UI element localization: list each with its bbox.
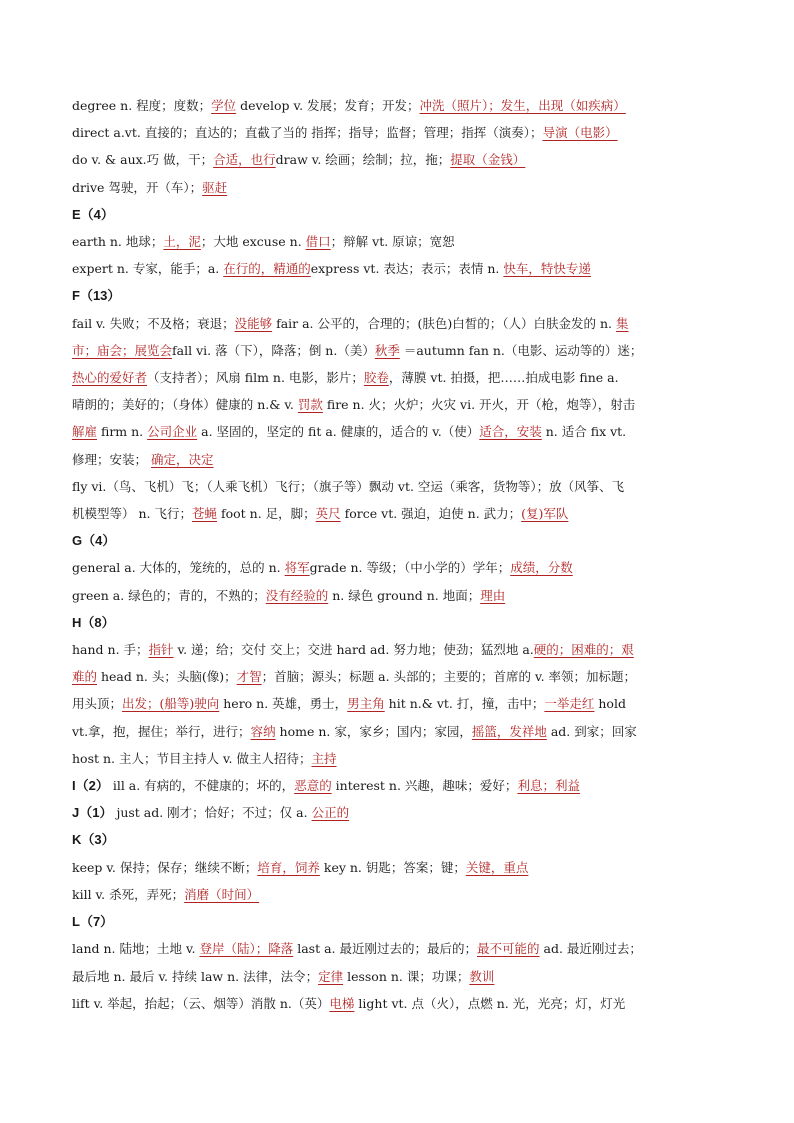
entry-text: fall vi. 落（下），降落；倒 n.（美） [172, 342, 375, 358]
entry-text: hit n.& vt. 打，撞，击中； [384, 696, 545, 712]
highlighted-meaning: 冲洗（照片）；发生，出现（如疾病） [419, 98, 626, 113]
highlighted-meaning: 热心的爱好者 [72, 370, 148, 386]
highlighted-meaning: 指针 [148, 642, 174, 658]
entry-text: （支持者）；风扇 film n. 电影，影片； [147, 370, 364, 386]
entry-text: direct a.vt. 直接的；直达的；直截了当的 指挥；指导；监督；管理；指挥（演奏）； [72, 125, 543, 141]
highlighted-meaning: 登岸（陆）；降落 [199, 941, 294, 957]
highlighted-meaning: 男主角 [347, 696, 385, 712]
highlighted-meaning: 容纳 [250, 723, 276, 739]
highlighted-meaning: 关键，重点 [465, 859, 529, 875]
highlighted-meaning: 恶意的 [294, 778, 332, 794]
entry-text: ；辩解 vt. 原谅；宽恕 [330, 234, 455, 250]
entry-text: earth n. 地球； [72, 234, 164, 250]
entry-text: degree n. 程度；度数； [72, 98, 212, 113]
vocab-line [72, 500, 732, 527]
highlighted-meaning: 利息；利益 [517, 778, 580, 794]
highlighted-meaning: 成绩，分数 [510, 560, 573, 576]
highlighted-meaning: 确定，决定 [150, 451, 214, 467]
vocab-line [72, 881, 732, 908]
vocab-line [72, 146, 732, 173]
highlighted-meaning: 教训 [469, 968, 495, 984]
vocab-line [72, 799, 732, 826]
highlighted-meaning: 才智 [236, 669, 262, 685]
vocab-line [72, 718, 732, 745]
entry-text: drive 驾驶，开（车）； [72, 179, 203, 195]
vocab-line [72, 963, 732, 990]
highlighted-meaning: 理由 [480, 587, 506, 603]
highlighted-meaning: 解雇 [72, 424, 98, 440]
section-heading: E（4） [72, 206, 114, 222]
entry-text: fair a. 公平的，合理的；(肤色)白皙的；（人）白肤金发的 n. [272, 315, 616, 331]
vocab-line [72, 990, 732, 1017]
highlighted-meaning: 适合，安装 [479, 424, 542, 440]
vocab-line [72, 745, 732, 772]
entry-text: head n. 头；头脑(像)； [97, 669, 237, 685]
entry-text: 晴朗的；美好的；（身体）健康的 n.& v. [72, 397, 298, 413]
highlighted-meaning: 电梯 [329, 995, 355, 1011]
highlighted-meaning: 一举走红 [544, 696, 595, 712]
vocab-line [72, 663, 732, 690]
highlighted-meaning: 公正的 [311, 805, 350, 821]
vocab-line [72, 391, 732, 418]
highlighted-meaning: 公司企业 [147, 424, 198, 440]
entry-text: lift v. 举起，抬起；（云、烟等）消散 n.（英） [72, 995, 330, 1011]
entry-text: grade n. 等级；（中小学的）学年； [309, 560, 511, 576]
entry-text: expert n. 专家，能手；a. [72, 261, 224, 277]
entry-text: home n. 家，家乡；国内；家园， [275, 723, 472, 739]
entry-text: 机模型等） n. 飞行； [72, 506, 192, 522]
highlighted-meaning: 胶卷 [363, 370, 389, 386]
section-heading: H（8） [72, 614, 115, 630]
entry-text: ＝autumn fan n.（电影、运动等的）迷； [399, 342, 643, 358]
vocab-line [72, 854, 732, 881]
vocab-line [72, 364, 732, 391]
entry-text: force vt. 强迫，迫使 n. 武力； [340, 506, 522, 522]
entry-text: just ad. 刚才；恰好；不过；仅 a. [112, 805, 312, 821]
highlighted-meaning: 消磨（时间） [184, 886, 260, 902]
highlighted-meaning: 提取（金钱） [450, 152, 526, 168]
vocab-line [72, 554, 732, 581]
vocab-line [72, 446, 732, 473]
highlighted-meaning: 将军 [284, 560, 310, 576]
highlighted-meaning: 集 [615, 315, 629, 331]
section-heading: I（2） [72, 778, 109, 794]
vocab-line [72, 310, 732, 337]
entry-text: host n. 主人；节目主持人 v. 做主人招待； [72, 750, 312, 766]
vocab-line [72, 935, 732, 962]
entry-text: 最后地 n. 最后 v. 持续 law n. 法律，法令； [72, 968, 319, 984]
entry-text: kill v. 杀死，弄死； [72, 886, 185, 902]
vocab-line [72, 119, 732, 146]
vocab-line [72, 255, 732, 282]
entry-text: a. 坚固的，坚定的 fit a. 健康的，适合的 v.（使） [197, 424, 480, 440]
vocab-line [72, 772, 732, 799]
entry-text: hero n. 英雄，勇士， [219, 696, 348, 712]
highlighted-meaning: 出发；(船等)驶向 [122, 696, 220, 712]
highlighted-meaning: 没能够 [234, 315, 273, 331]
section-heading: K（3） [72, 832, 115, 848]
entry-text: fire n. 火；火炉；火灾 vi. 开火，开（枪，炮等），射击 [322, 397, 636, 413]
entry-text: general a. 大体的，笼统的，总的 n. [72, 560, 285, 576]
highlighted-meaning: 在行的，精通的 [223, 261, 311, 277]
highlighted-meaning: 培育，饲养 [257, 859, 320, 875]
entry-text: hand n. 手； [72, 642, 149, 658]
highlighted-meaning: 土，泥 [163, 234, 201, 250]
entry-text: green a. 绿色的；青的，不熟的； [72, 587, 266, 603]
entry-text: ad. 最近刚过去； [539, 941, 642, 957]
highlighted-meaning: 没有经验的 [265, 587, 329, 603]
highlighted-meaning: 最不可能的 [477, 941, 540, 957]
section-heading: G（4） [72, 533, 116, 549]
highlighted-meaning: 学位 [211, 98, 237, 113]
entry-text: foot n. 足，脚； [217, 506, 316, 522]
highlighted-meaning: 英尺 [315, 506, 341, 522]
highlighted-meaning: 秋季 [374, 342, 400, 358]
vocab-line [72, 174, 732, 201]
highlighted-meaning: 驱赶 [202, 179, 228, 195]
vocab-line [72, 690, 732, 717]
section-heading: L（7） [72, 914, 114, 930]
entry-text: lesson n. 课；功课； [343, 968, 470, 984]
highlighted-meaning: 导演（电影） [542, 125, 618, 141]
entry-text: n. 适合 fix vt. [541, 424, 627, 440]
entry-text: n. 绿色 ground n. 地面； [328, 587, 481, 603]
highlighted-meaning: 快车，特快专递 [503, 261, 591, 277]
highlighted-meaning: 罚款 [297, 397, 323, 413]
entry-text: ；大地 excuse n. [200, 234, 306, 250]
entry-text: develop v. 发展；发育；开发； [236, 98, 420, 113]
vocab-line [72, 228, 732, 255]
entry-text: 修理；安装； [72, 451, 151, 467]
entry-text: land n. 陆地；土地 v. [72, 941, 200, 957]
vocab-line [72, 337, 732, 364]
entry-text: key n. 钥匙；答案；键； [319, 859, 466, 875]
highlighted-meaning: 摇篮，发祥地 [471, 723, 547, 739]
entry-text: do v. & aux.巧 做，干； [72, 152, 214, 168]
entry-text: vt.拿，抱，握住；举行，进行； [72, 723, 251, 739]
entry-text: 用头顶； [72, 696, 123, 712]
highlighted-meaning: 主持 [311, 750, 337, 766]
highlighted-meaning: 苍蝇 [191, 506, 217, 522]
entry-text: keep v. 保持；保存；继续不断； [72, 859, 258, 875]
entry-text: draw v. 绘画；绘制；拉，拖； [275, 152, 451, 168]
entry-text: ad. 到家；回家 [546, 723, 637, 739]
entry-text: express vt. 表达；表示；表情 n. [310, 261, 504, 277]
entry-text: hold [594, 696, 626, 712]
highlighted-meaning: 硬的；困难的；艰 [533, 642, 634, 658]
document-body [72, 92, 732, 1017]
entry-text: interest n. 兴趣，趣味；爱好； [331, 778, 518, 794]
entry-text: fail v. 失败；不及格；衰退； [72, 315, 235, 331]
highlighted-meaning: 定律 [318, 968, 344, 984]
highlighted-meaning: 借口 [305, 234, 331, 250]
vocab-line [72, 92, 732, 119]
entry-text: ；首脑；源头；标题 a. 头部的；主要的；首席的 v. 率领；加标题； [261, 669, 637, 685]
highlighted-meaning: 市；庙会；展览会 [72, 342, 173, 358]
section-heading: J（1） [72, 805, 113, 821]
highlighted-meaning: (复)军队 [521, 506, 569, 522]
vocab-line [72, 418, 732, 445]
section-heading: F（13） [72, 288, 121, 304]
vocab-line [72, 636, 732, 663]
entry-text: ，薄膜 vt. 拍摄，把……拍成电影 fine a. [388, 370, 619, 386]
vocab-line [72, 582, 732, 609]
highlighted-meaning: 合适，也行 [213, 152, 276, 168]
entry-text: light vt. 点（火），点燃 n. 光，光亮；灯，灯光 [354, 995, 626, 1011]
entry-text: last a. 最近刚过去的；最后的； [293, 941, 477, 957]
entry-text: fly vi.（鸟、飞机）飞；（人乘飞机）飞行；（旗子等）飘动 vt. 空运（乘客，货物等）；放（风筝、飞 [72, 478, 625, 494]
entry-text: v. 递；给；交付 交上；交进 hard ad. 努力地；使劲；猛烈地 a. [173, 642, 534, 658]
entry-text: firm n. [97, 424, 148, 440]
highlighted-meaning: 难的 [72, 669, 98, 685]
vocab-line [72, 473, 732, 500]
entry-text: ill a. 有病的，不健康的；坏的， [108, 778, 295, 794]
